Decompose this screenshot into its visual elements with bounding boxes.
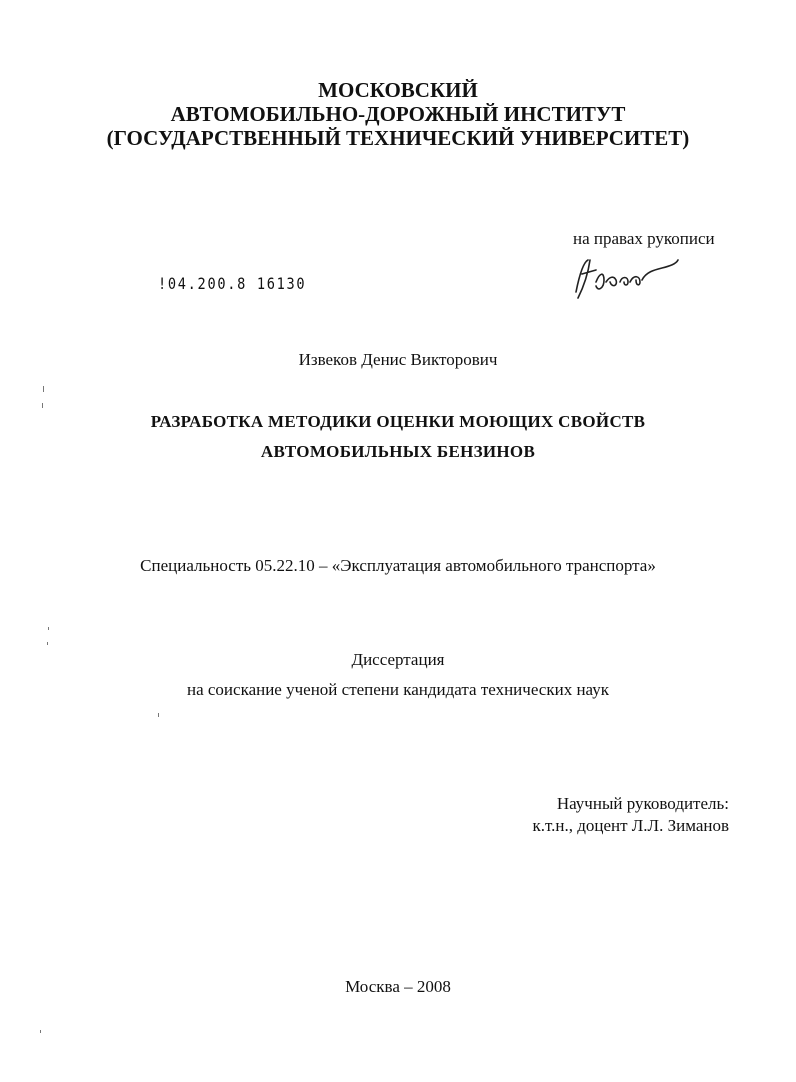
scan-speck [43,386,44,392]
supervisor-label: Научный руководитель: [556,794,729,813]
stamp-number: !04.200.8 16130 [158,274,307,293]
institute-line-2: АВТОМОБИЛЬНО-ДОРОЖНЫЙ ИНСТИТУТ [170,102,626,126]
manuscript-note: на правах рукописи [573,229,715,248]
signature-image [566,252,686,302]
title-line-1: РАЗРАБОТКА МЕТОДИКИ ОЦЕНКИ МОЮЩИХ СВОЙСТВ [150,412,646,431]
scan-speck [40,1030,41,1033]
scan-speck [47,642,48,645]
city-year: Москва – 2008 [345,977,451,996]
degree-line: на соискание ученой степени кандидата технических наук [186,680,609,699]
author-name: Извеков Денис Викторович [298,350,498,369]
institute-line-3: (ГОСУДАРСТВЕННЫЙ ТЕХНИЧЕСКИЙ УНИВЕРСИТЕТ) [106,126,690,150]
scan-speck [158,713,159,717]
dissertation-title [0,407,796,467]
scan-speck [48,627,49,630]
institute-header [0,78,796,150]
specialty: Специальность 05.22.10 – «Эксплуатация автомобильного транспорта» [140,556,656,575]
supervisor-block [532,793,729,837]
scan-speck [42,403,43,408]
dissertation-label: Диссертация [351,650,445,669]
title-line-2: АВТОМОБИЛЬНЫХ БЕНЗИНОВ [260,442,536,461]
supervisor-name: к.т.н., доцент Л.Л. Зиманов [532,816,729,835]
dissertation-block [0,645,796,705]
institute-line-1: МОСКОВСКИЙ [318,78,478,102]
